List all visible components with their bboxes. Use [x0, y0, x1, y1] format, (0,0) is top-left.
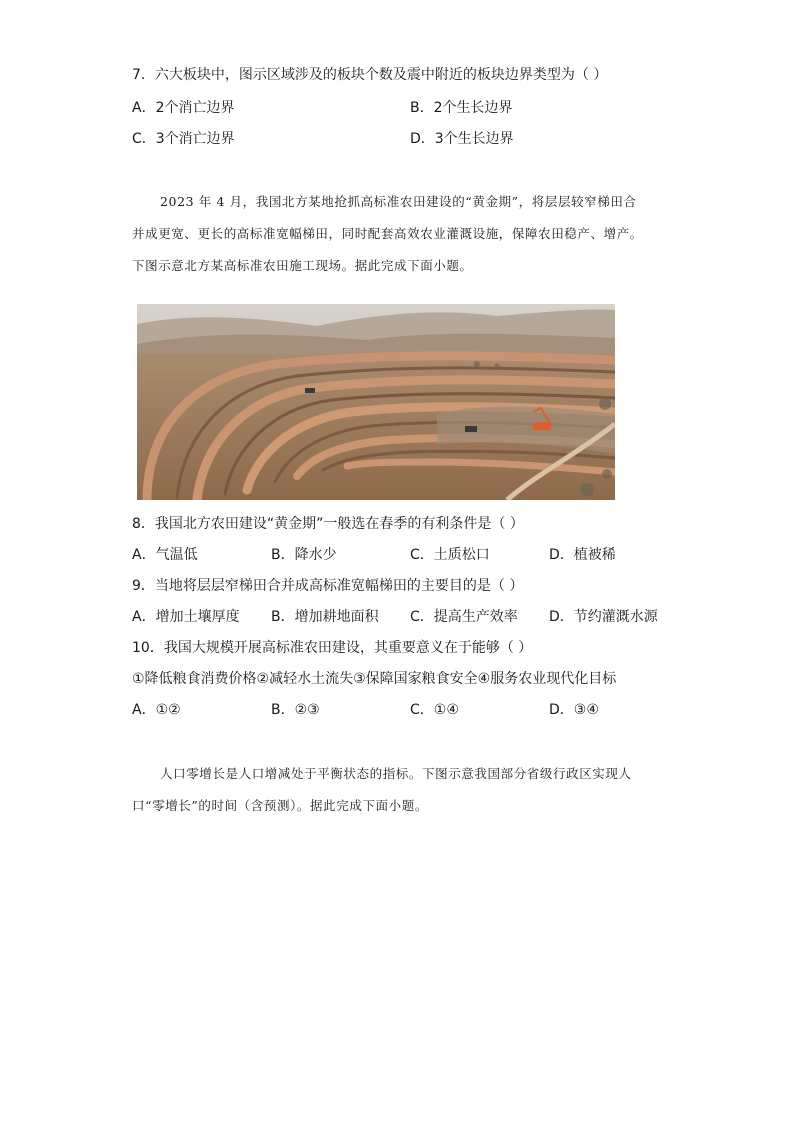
passage-population-line-1: 人口零增长是人口增减处于平衡状态的指标。下图示意我国部分省级行政区实现人	[160, 766, 632, 781]
passage-farmland-line-3: 下图示意北方某高标准农田施工现场。据此完成下面小题。	[132, 258, 473, 273]
question-8-option-d: D．植被稀	[549, 547, 616, 563]
question-9-option-a: A．增加土壤厚度	[132, 609, 240, 625]
question-10-option-c: C．①④	[410, 702, 459, 718]
question-7-option-d: D．3个生长边界	[410, 131, 514, 147]
question-9-option-d: D．节约灌溉水源	[549, 609, 658, 625]
passage-farmland-line-1: 2023 年 4 月，我国北方某地抢抓高标准农田建设的“黄金期”，将层层较窄梯田合	[160, 194, 637, 209]
passage-farmland-line-2: 并成更宽、更长的高标准宽幅梯田，同时配套高效农业灌溉设施，保障农田稳产、增产。	[132, 226, 643, 241]
question-8-option-c: C．土质松口	[410, 547, 490, 563]
question-8-option-b: B．降水少	[271, 547, 337, 563]
question-7-option-c: C．3个消亡边界	[132, 131, 235, 147]
passage-farmland	[132, 186, 662, 282]
question-10-option-a: A．①②	[132, 702, 181, 718]
question-7-option-a: A．2个消亡边界	[132, 100, 235, 116]
question-9-stem: 9．当地将层层窄梯田合并成高标准宽幅梯田的主要目的是（ ）	[132, 578, 524, 594]
question-7-option-b: B．2个生长边界	[410, 100, 513, 116]
question-9-option-c: C．提高生产效率	[410, 609, 518, 625]
question-9-option-b: B．增加耕地面积	[271, 609, 379, 625]
passage-population-line-2: 口“零增长”的时间（含预测）。据此完成下面小题。	[132, 798, 428, 813]
question-10-stem: 10．我国大规模开展高标准农田建设，其重要意义在于能够（ ）	[132, 640, 533, 656]
question-10-option-d: D．③④	[549, 702, 599, 718]
question-8-stem: 8．我国北方农田建设“黄金期”一般选在春季的有利条件是（ ）	[132, 516, 524, 532]
question-7-stem: 7．六大板块中，图示区域涉及的板块个数及震中附近的板块边界类型为（ ）	[132, 67, 608, 83]
terrace-construction-photo	[137, 304, 615, 500]
question-10-option-b: B．②③	[271, 702, 320, 718]
question-10-statements: ①降低粮食消费价格②减轻水土流失③保障国家粮食安全④服务农业现代化目标	[132, 671, 617, 687]
question-8-option-a: A．气温低	[132, 547, 198, 563]
passage-population	[132, 758, 662, 822]
